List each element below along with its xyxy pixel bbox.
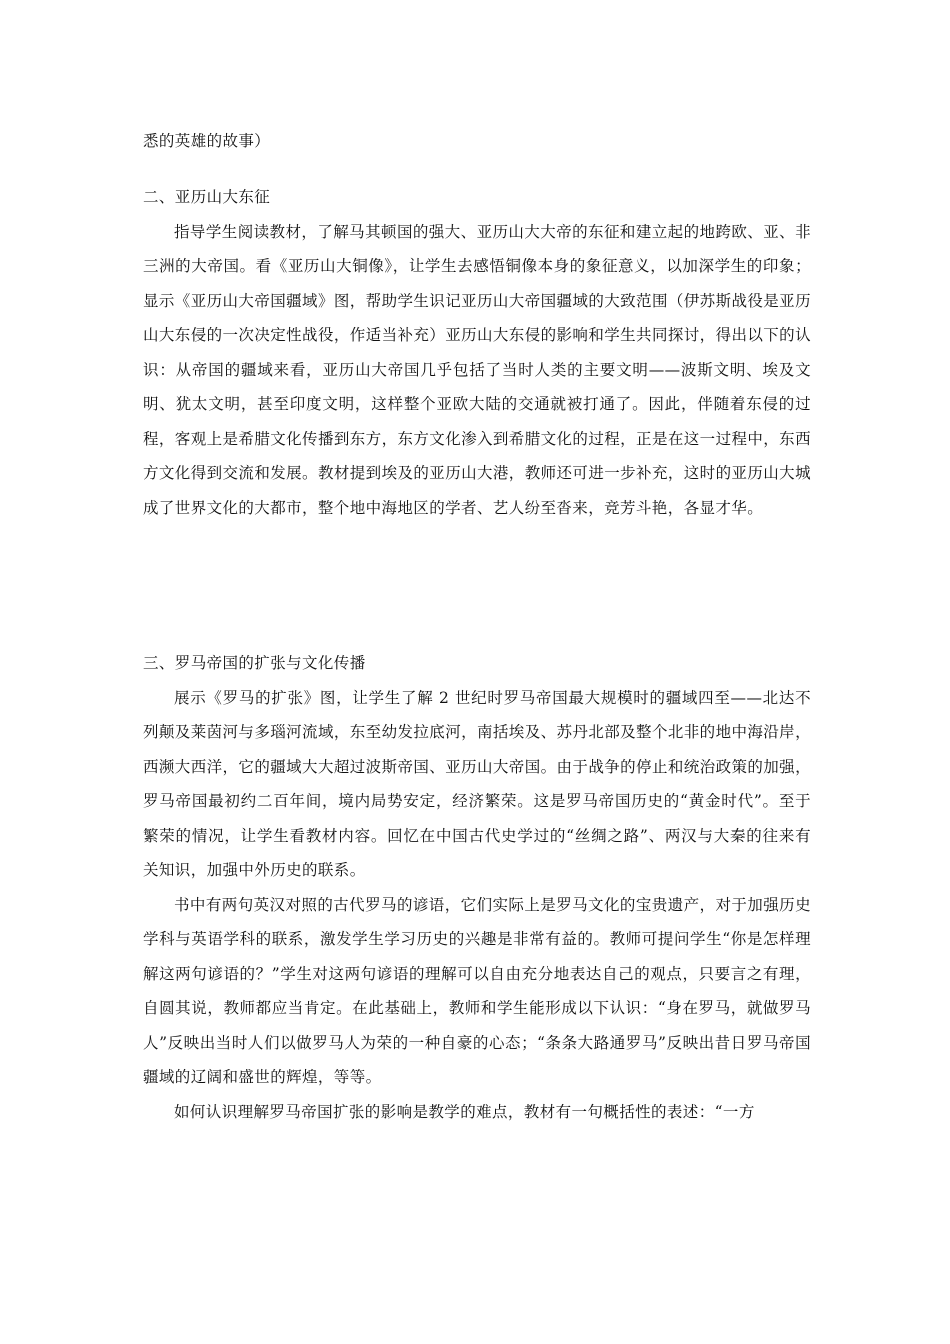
body-paragraph: 如何认识理解罗马帝国扩张的影响是教学的难点，教材有一句概括性的表述：“一方 — [174, 1102, 755, 1121]
continuation-block — [143, 124, 811, 159]
section-heading: 二、亚历山大东征 — [143, 188, 271, 206]
section-rome — [143, 646, 811, 1129]
continuation-text: 悉的英雄的故事） — [143, 132, 271, 150]
body-paragraph: 展示《罗马的扩张》图，让学生了解 2 世纪时罗马帝国最大规模时的疆域四至——北达不列颠及莱茵河与多瑙河流域，东至幼发拉底河，南括埃及、苏丹北部及整个北非的地中海沿岸，西濒大西洋，它的疆域大大超过波斯帝国、亚历山大帝国。由于战争的停止和统治政策的加强，罗马帝国最初约二百年间，境内局势安定，经济繁荣。这是罗马帝国历史的“黄金时代”。至于繁荣的情况，让学生看教材内容。回忆在中国古代史学过的“丝绸之路”、两汉与大秦的往来有关知识，加强中外历史的联系。 — [143, 688, 811, 879]
section-alexander — [143, 180, 811, 525]
body-paragraph: 书中有两句英汉对照的古代罗马的谚语，它们实际上是罗马文化的宝贵遗产，对于加强历史学科与英语学科的联系，激发学生学习历史的兴趣是非常有益的。教师可提问学生“你是怎样理解这两句谚语的？”学生对这两句谚语的理解可以自由充分地表达自己的观点，只要言之有理，自圆其说，教师都应当肯定。在此基础上，教师和学生能形成以下认识：“身在罗马，就做罗马人”反映出当时人们以做罗马人为荣的一种自豪的心态；“条条大路通罗马”反映出昔日罗马帝国疆域的辽阔和盛世的辉煌，等等。 — [143, 895, 811, 1086]
section-heading: 三、罗马帝国的扩张与文化传播 — [143, 654, 366, 672]
body-paragraph: 指导学生阅读教材，了解马其顿国的强大、亚历山大大帝的东征和建立起的地跨欧、亚、非三洲的大帝国。看《亚历山大铜像》，让学生去感悟铜像本身的象征意义，以加深学生的印象；显示《亚历山大帝国疆域》图，帮助学生识记亚历山大帝国疆域的大致范围（伊苏斯战役是亚历山大东侵的一次决定性战役，作适当补充）亚历山大东侵的影响和学生共同探讨，得出以下的认识：从帝国的疆域来看，亚历山大帝国几乎包括了当时人类的主要文明——波斯文明、埃及文明、犹太文明，甚至印度文明，这样整个亚欧大陆的交通就被打通了。因此，伴随着东侵的过程，客观上是希腊文化传播到东方，东方文化渗入到希腊文化的过程，正是在这一过程中，东西方文化得到交流和发展。教材提到埃及的亚历山大港，教师还可进一步补充，这时的亚历山大城成了世界文化的大都市，整个地中海地区的学者、艺人纷至沓来，竞芳斗艳，各显才华。 — [143, 222, 811, 517]
